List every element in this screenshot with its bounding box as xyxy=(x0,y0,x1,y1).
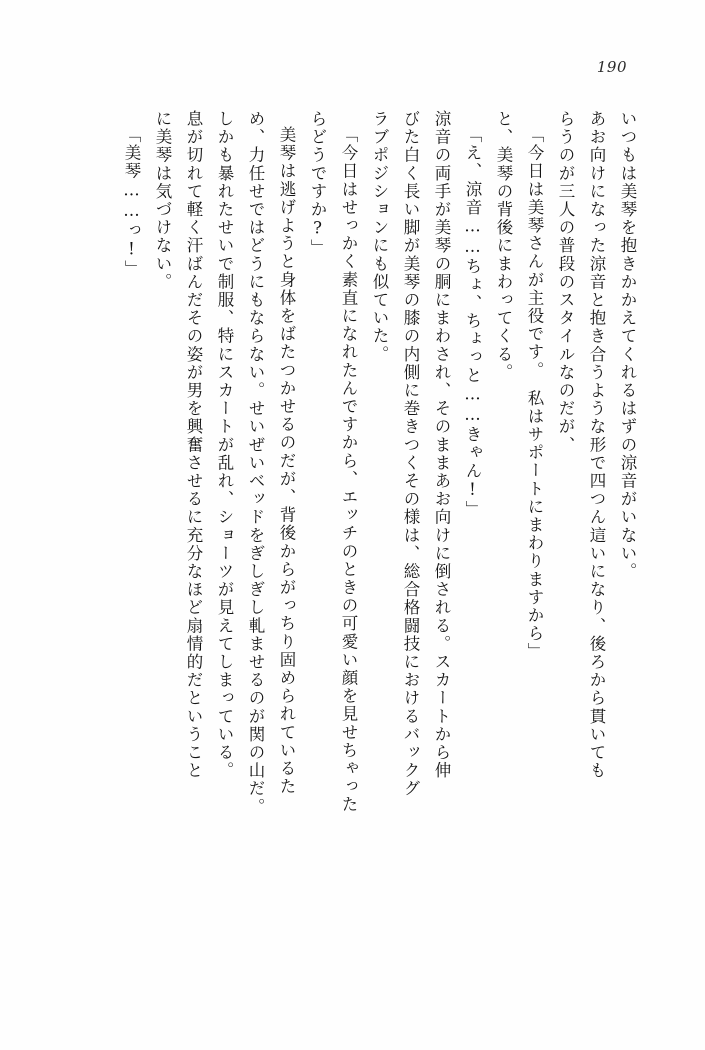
body-text-block xyxy=(78,110,635,950)
text-line: らうのが三人の普段のスタイルなのだが、 xyxy=(556,110,575,454)
text-line: め、力任せではどうにもならない。せいぜいベッドをぎしぎし軋ませるのが関の山だ。 xyxy=(246,110,265,816)
text-line: しかも暴れたせいで制服、特にスカートが乱れ、ショーツが見えてしまっている。 xyxy=(215,110,234,780)
text-line: びた白く長い脚が美琴の膝の内側に巻きつくその様は、総合格闘技におけるバックグ xyxy=(401,110,420,798)
text-line: いつもは美琴を抱きかかえてくれるはずの涼音がいない。 xyxy=(618,110,637,581)
text-line: らどうですか?」 xyxy=(308,110,327,258)
text-line: 「今日はせっかく素直になれたんですから、エッチのときの可愛い顔を見せちゃった xyxy=(339,126,358,814)
text-line: 「え、涼音……ちょ、ちょっと……きゃん!」 xyxy=(463,126,482,519)
text-line: に美琴は気づけない。 xyxy=(153,110,172,291)
text-line: 涼音の両手が美琴の胴にまわされ、そのままあお向けに倒される。スカートから伸 xyxy=(432,110,451,780)
text-line: 息が切れて軽く汗ばんだその姿が男を興奮させるに充分なほど扇情的だということ xyxy=(184,110,203,780)
text-line: 「美琴……っ!」 xyxy=(122,126,141,279)
text-line: ラブポジションにも似ていた。 xyxy=(370,110,389,364)
page-number: 190 xyxy=(596,58,627,76)
text-line: 美琴は逃げようと身体をばたつかせるのだが、背後からがっちり固められているた xyxy=(277,126,296,796)
text-line: あお向けになった涼音と抱き合うような形で四つん這いになり、後ろから貫いても xyxy=(587,110,606,780)
text-line: 「今日は美琴さんが主役です。 私はサポートにまわりますから」 xyxy=(525,126,544,661)
text-line: と、美琴の背後にまわってくる。 xyxy=(494,110,513,382)
